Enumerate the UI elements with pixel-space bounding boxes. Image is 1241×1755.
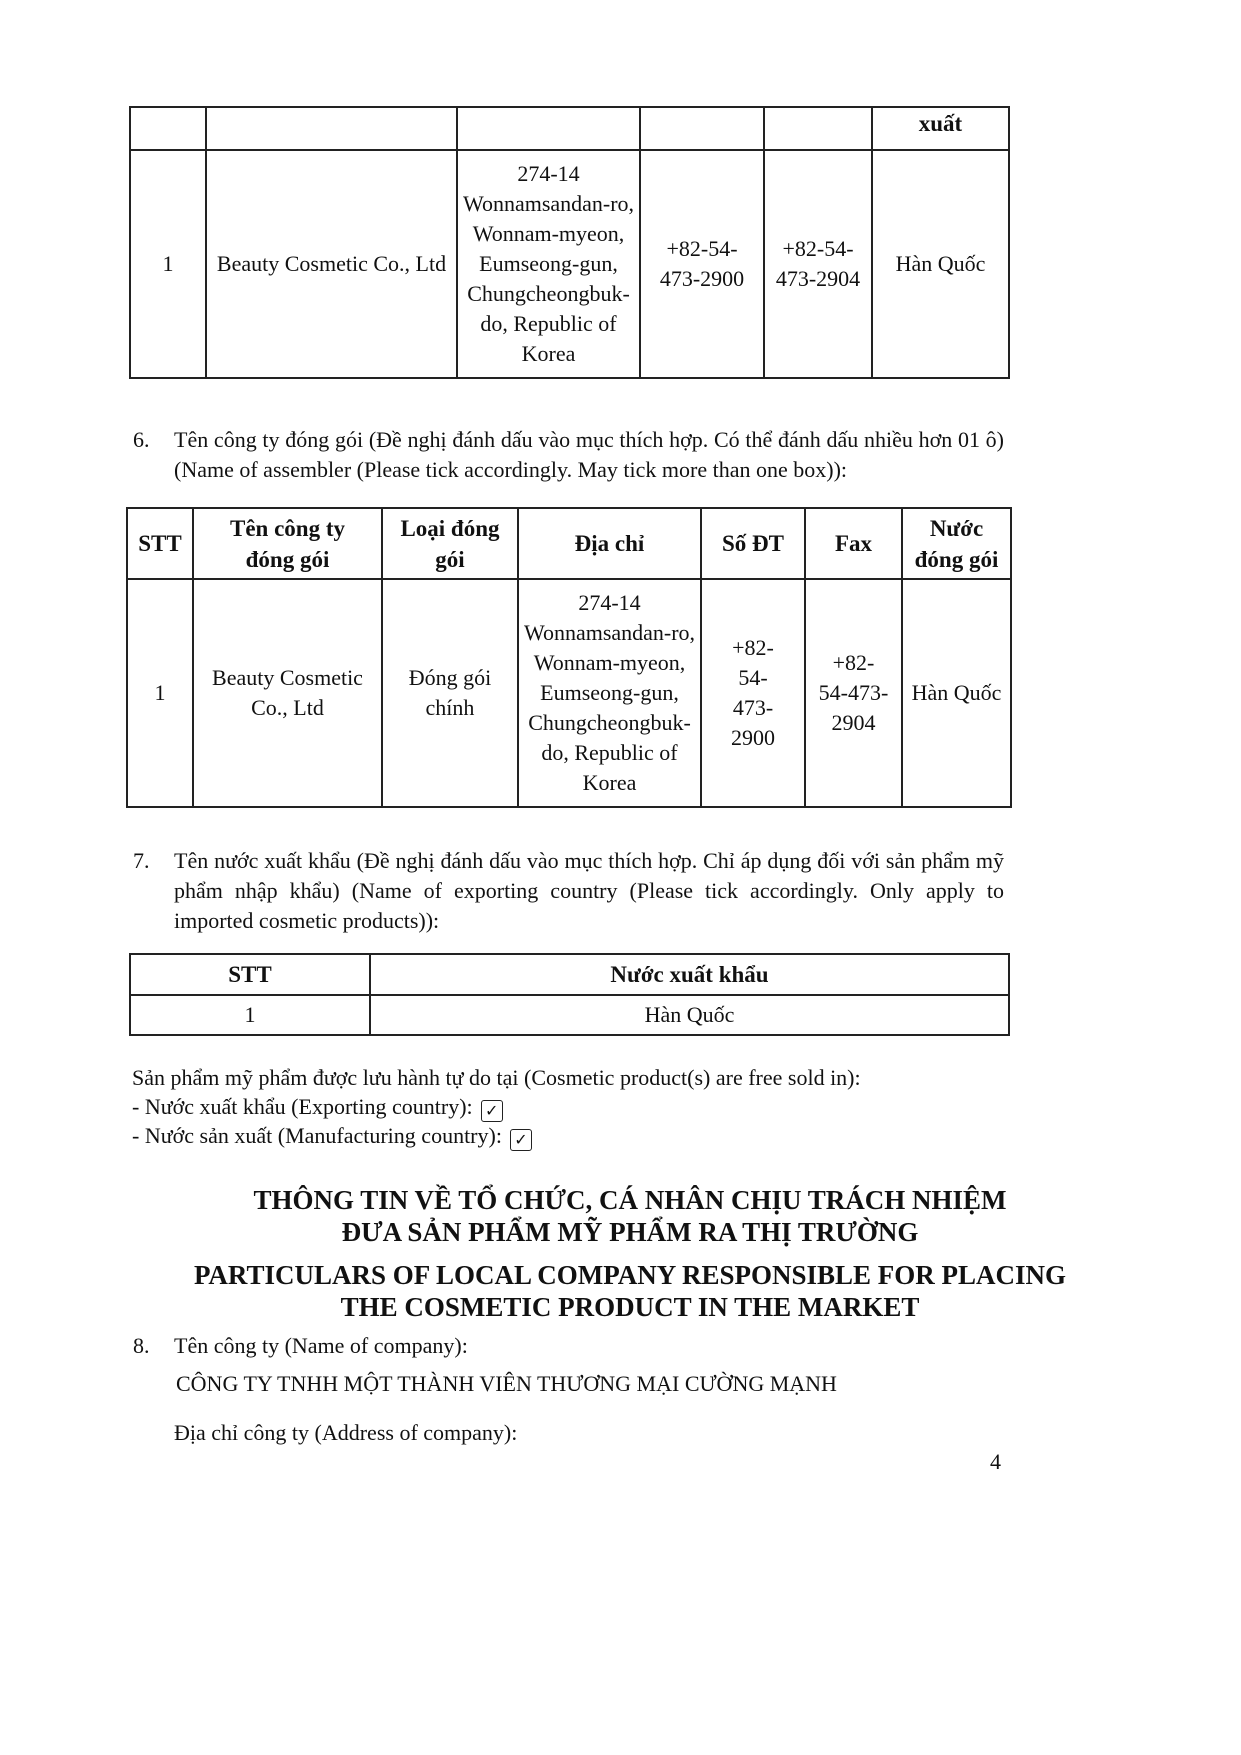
check-icon: ✓	[484, 1101, 499, 1120]
fax-cell: +82-54-473-2904	[805, 579, 902, 807]
header-cell: Địa chỉ	[518, 508, 701, 579]
header-cell: Tên công ty đóng gói	[193, 508, 382, 579]
exporting-country-line	[132, 1092, 503, 1122]
free-sale-intro: Sản phẩm mỹ phẩm được lưu hành tự do tại (Cosmetic product(s) are free sold in):	[132, 1065, 861, 1090]
exporting-country-checkbox[interactable]	[481, 1100, 503, 1122]
section-6-number: 6.	[133, 427, 150, 452]
header-cell: STT	[130, 954, 370, 995]
table-row	[130, 150, 1009, 378]
header-cell	[640, 107, 764, 150]
company-name-cell: Beauty Cosmetic Co., Ltd	[193, 579, 382, 807]
manufacturer-table	[129, 106, 1010, 379]
heading-vi-line-1: THÔNG TIN VỀ TỔ CHỨC, CÁ NHÂN CHỊU TRÁCH NHIỆM	[253, 1185, 1007, 1215]
export-country-table	[129, 953, 1010, 1036]
table-header-row	[130, 107, 1009, 150]
phone-cell: +82-54-473-2900	[701, 579, 805, 807]
header-cell	[457, 107, 640, 150]
exporting-country-label: - Nước xuất khẩu (Exporting country):	[132, 1094, 473, 1119]
header-cell	[206, 107, 457, 150]
header-cell	[764, 107, 872, 150]
section-8-number: 8.	[133, 1333, 150, 1358]
heading-vi-line-2: ĐƯA SẢN PHẨM MỸ PHẨM RA THỊ TRƯỜNG	[341, 1217, 919, 1247]
address-cell: 274-14 Wonnamsandan-ro, Wonnam-myeon, Eumseong-gun, Chungcheongbuk-do, Republic of Korea	[457, 150, 640, 378]
stt-cell: 1	[127, 579, 193, 807]
stt-cell: 1	[130, 995, 370, 1035]
header-cell: Nước xuất khẩu	[370, 954, 1009, 995]
company-name-cell: Beauty Cosmetic Co., Ltd	[206, 150, 457, 378]
company-address-label: Địa chỉ công ty (Address of company):	[174, 1420, 518, 1445]
country-cell: Hàn Quốc	[902, 579, 1011, 807]
country-cell: Hàn Quốc	[872, 150, 1009, 378]
address-cell: 274-14 Wonnamsandan-ro, Wonnam-myeon, Eumseong-gun, Chungcheongbuk-do, Republic of Korea	[518, 579, 701, 807]
manufacturing-country-line	[132, 1121, 532, 1151]
header-cell: Số ĐT	[701, 508, 805, 579]
manufacturing-country-label: - Nước sản xuất (Manufacturing country):	[132, 1123, 502, 1148]
heading-en-line-2: THE COSMETIC PRODUCT IN THE MARKET	[340, 1292, 920, 1322]
table-row	[130, 995, 1009, 1035]
fax-cell: +82-54-473-2904	[764, 150, 872, 378]
table-row	[127, 579, 1011, 807]
header-cell: Loại đóng gói	[382, 508, 518, 579]
phone-cell: +82-54-473-2900	[640, 150, 764, 378]
section-6-text: Tên công ty đóng gói (Đề nghị đánh dấu vào mục thích hợp. Có thể đánh dấu nhiều hơn 01 ô) (Name of assembler (Please tick accordingly. May tick more than one box)):	[174, 427, 1004, 482]
country-cell: Hàn Quốc	[370, 995, 1009, 1035]
manufacturing-country-checkbox[interactable]	[510, 1129, 532, 1151]
section-7-text: Tên nước xuất khẩu (Đề nghị đánh dấu vào mục thích hợp. Chỉ áp dụng đối với sản phẩm mỹ phẩm nhập khẩu) (Name of exporting country (Please tick accordingly. Only apply to imported cosmetic products)):	[174, 848, 1004, 933]
stt-cell: 1	[130, 150, 206, 378]
header-cell	[130, 107, 206, 150]
page-number: 4	[990, 1449, 1001, 1474]
heading-en-line-1: PARTICULARS OF LOCAL COMPANY RESPONSIBLE FOR PLACING	[193, 1260, 1067, 1290]
header-cell: STT	[127, 508, 193, 579]
table-header-row	[127, 508, 1011, 579]
section-7-number: 7.	[133, 848, 150, 873]
assembly-type-cell: Đóng gói chính	[382, 579, 518, 807]
header-cell: Fax	[805, 508, 902, 579]
company-name-value: CÔNG TY TNHH MỘT THÀNH VIÊN THƯƠNG MẠI CƯỜNG MẠNH	[176, 1371, 837, 1396]
header-cell: Nước đóng gói	[902, 508, 1011, 579]
assembler-table	[126, 507, 1012, 808]
header-cell: xuất	[872, 107, 1009, 150]
check-icon: ✓	[514, 1130, 528, 1149]
company-name-label: Tên công ty (Name of company):	[174, 1333, 468, 1358]
table-header-row	[130, 954, 1009, 995]
